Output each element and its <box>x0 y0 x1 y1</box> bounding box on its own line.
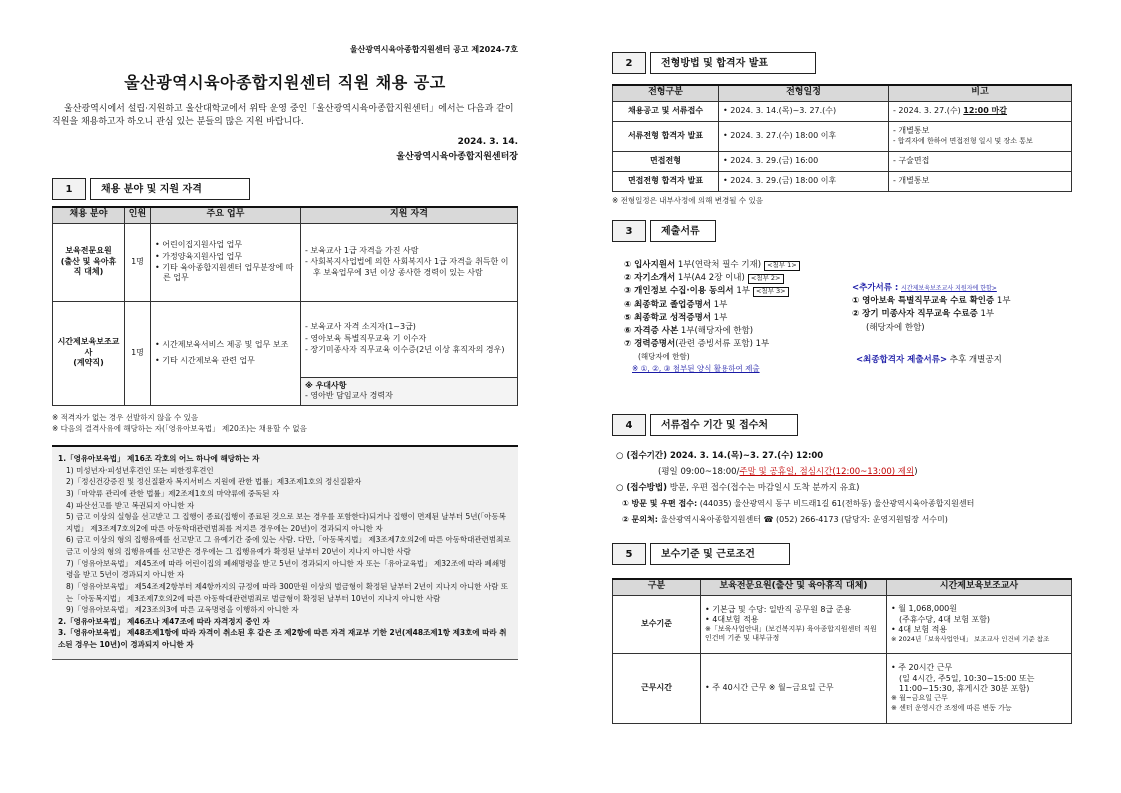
recruitment-table <box>52 206 518 406</box>
list-item: • 4대보험 적용 <box>705 614 759 624</box>
address-label: ① 방문 및 우편 접수: <box>622 499 698 509</box>
remark <box>889 101 1072 121</box>
remark-text: - 합격자에 한하여 면접전형 일시 및 장소 통보 <box>893 136 1033 145</box>
schedule-table <box>612 84 1072 192</box>
attach-note: ※ ①, ②, ③ 첨부된 양식 활용하여 제출 <box>632 363 760 373</box>
list-item: • 주 20시간 근무 <box>891 663 953 673</box>
list-item <box>624 272 800 285</box>
remark: - 개별통보 <box>889 171 1072 191</box>
table-header: 시간제보육보조교사 <box>887 579 1072 595</box>
doc-label: ① 영아보육 특별직무교육 수료 확인증 <box>852 296 995 307</box>
list-item: 3)「마약류 관리에 관한 법률」제2조제1호의 마약류에 중독된 자 <box>66 488 280 498</box>
section-5-heading <box>612 543 790 565</box>
hours-text: (평일 09:00~18:00/ <box>658 467 740 478</box>
list-item: ※ 월~금요일 근무 <box>891 694 948 703</box>
table-row <box>613 121 1072 151</box>
table-row <box>53 223 518 301</box>
method-text: 방문, 우편 접수(접수는 마감일시 도착 분까지 유효) <box>667 483 860 494</box>
list-item: - 사회복지사업법에 의한 사회복지사 1급 자격을 취득한 이후 보육업무에 3년 이상 종사한 경력이 있는 사람 <box>305 257 509 277</box>
list-item: ※ 센터 운영시간 조정에 따른 변동 가능 <box>891 703 1012 712</box>
remark <box>889 121 1072 151</box>
duties-cell <box>151 223 301 301</box>
list-item: - 보육교사 1급 자격을 가진 사람 <box>305 245 419 255</box>
doc-label: ④ 최종학교 졸업증명서 <box>624 299 712 310</box>
section-title: 전형방법 및 합격자 발표 <box>650 52 816 74</box>
table-row <box>613 595 1072 653</box>
doc-detail: 1부(해당자에 한함) <box>678 325 754 336</box>
attachment-badge: <첨부 1> <box>764 261 800 271</box>
list-item: 6) 금고 이상의 형의 집행유예를 선고받고 그 유예기간 중에 있는 사람. 다만,「아동복지법」 제3조제7호의2에 따른 아동학대관련범죄로 금고 이상의 형의 집행유예를 선고받은 경우에는 그 집행유예가 확정된 날부터 20년이 지나지 아니한 사람 <box>66 535 511 556</box>
section-title: 채용 분야 및 지원 자격 <box>90 178 250 200</box>
section-2-heading <box>612 52 816 74</box>
table-row <box>613 171 1072 191</box>
list-item: • 기타 육아종합지원센터 업무분장에 따른 업무 <box>155 263 294 283</box>
list-item: (일 4시간, 주5일, 10:30~15:00 또는 11:00~15:30, 휴게시간 30분 포함) <box>899 673 1035 694</box>
table-header: 주요 업무 <box>151 207 301 223</box>
section-title: 보수기준 및 근로조건 <box>650 543 790 565</box>
list-item: ※「보육사업안내」(보건복지부) 육아종합지원센터 직원 인건비 기준 및 내부규정 <box>705 625 877 643</box>
pay-table <box>612 578 1072 724</box>
note: ※ 적격자가 없는 경우 선발하지 않을 수 있음 <box>52 413 199 422</box>
section-3-heading <box>612 220 716 242</box>
doc-detail: 1부 <box>977 309 995 320</box>
table-header: 전형일정 <box>719 85 889 101</box>
table-row <box>53 301 518 377</box>
list-item: - 장기미종사자 직무교육 이수증(2년 이상 휴직자의 경우) <box>305 345 505 355</box>
intro-paragraph: 울산광역시에서 설립·지원하고 울산대학교에서 위탁 운영 중인「울산광역시육아종합지원센터」에서는 다음과 같이 직원을 채용하고자 하오니 관심 있는 분들의 많은 지원 바랍니다. <box>52 104 514 128</box>
row-label: 근무시간 <box>613 653 701 723</box>
headcount: 1명 <box>125 223 151 301</box>
list-item <box>624 299 800 312</box>
application-address <box>616 496 1072 511</box>
field-name: 보육전문요원 (출산 및 육아휴직 대체) <box>53 223 125 301</box>
excluded-hours: 주말 및 공휴일, 점심시간(12:00~13:00) 제외 <box>739 467 915 478</box>
table-row <box>613 653 1072 723</box>
work-cell <box>887 653 1072 723</box>
extra-heading <box>852 282 1011 295</box>
pay-cell <box>887 595 1072 653</box>
doc-detail: (관련 증빙서류 포함) 1부 <box>675 339 770 350</box>
list-item: 1) 미성년자·피성년후견인 또는 피한정후견인 <box>66 465 214 475</box>
signer: 울산광역시육아종합지원센터장 <box>396 152 518 162</box>
extra-subtitle: 시간제보육보조교사 지원자에 한함> <box>901 285 997 292</box>
address-text: (44035) 울산광역시 동구 비드래1길 61(전하동) 울산광역시육아종합지원센터 <box>697 499 975 509</box>
preference-title: ※ 우대사항 <box>305 380 347 390</box>
list-item <box>624 312 800 325</box>
schedule: • 2024. 3. 29.(금) 18:00 이후 <box>719 171 889 191</box>
reason-heading: 1.「영유아보육법」 제16조 각호의 어느 하나에 해당하는 자 <box>58 454 260 463</box>
list-item: 4) 파산선고를 받고 복권되지 아니한 자 <box>66 500 195 510</box>
application-hours <box>616 464 1072 480</box>
table-header: 구분 <box>613 579 701 595</box>
table-header: 비고 <box>889 85 1072 101</box>
reason-heading: 2.「영유아보육법」 제46조나 제47조에 따라 자격정지 중인 자 <box>58 616 270 626</box>
doc-label: ⑦ 경력증명서 <box>624 339 676 350</box>
list-item: 8)「영유아보육법」 제54조제2항부터 제4항까지의 규정에 따라 300만원 이상의 벌금형이 확정된 날부터 2년이 지나지 아니한 사람 또는「아동복지법」 제3조제7호의2에 따른 아동학대관련범죄로 벌금형이 확정된 날부터 10년이 지나지 아니한 사람 <box>66 581 509 603</box>
reason-heading: 3.「영유아보육법」 제48조제1항에 따라 자격이 취소된 후 같은 조 제2항에 따른 자격 재교부 기한 2년(제48조제1항 제3호에 따라 취소된 경우는 10년)이 경과되지 아니한 자 <box>58 628 507 649</box>
section-4-heading <box>612 414 798 436</box>
doc-detail: 1부(연락처 필수 기재) <box>675 260 762 270</box>
table-header: 보육전문요원(출산 및 육아휴직 대체) <box>701 579 887 595</box>
list-item: • 기타 시간제보육 관련 업무 <box>155 356 255 365</box>
table-header: 지원 자격 <box>301 207 518 223</box>
list-item: • 4대 보험 적용 <box>891 624 948 634</box>
list-item <box>624 338 800 351</box>
section-number: 5 <box>612 543 646 565</box>
duties-cell <box>151 301 301 405</box>
doc-label: ① 입사지원서 <box>624 260 676 270</box>
method-label: ○ (접수방법) <box>616 483 667 494</box>
section-number: 3 <box>612 220 646 242</box>
documents-list <box>624 259 800 374</box>
list-item: • 가정양육지원사업 업무 <box>155 251 243 261</box>
doc-label: ③ 개인정보 수집·이용 동의서 <box>624 286 734 297</box>
schedule-footnote: ※ 전형일정은 내부사정에 의해 변경될 수 있음 <box>612 196 763 205</box>
preference-cell <box>301 377 518 405</box>
list-item: 2)「정신건강증진 및 정신질환자 복지서비스 지원에 관한 법률」제3조제1호의 정신질환자 <box>66 477 362 487</box>
contact-info <box>616 512 1072 527</box>
list-item: 9)「영유아보육법」 제23조의3에 따른 교육명령을 이행하지 아니한 자 <box>66 605 299 615</box>
section-number: 2 <box>612 52 646 74</box>
final-detail: 추후 개별공지 <box>947 355 1002 365</box>
section-title: 제출서류 <box>650 220 716 242</box>
list-item: (주휴수당, 4대 보험 포함) <box>899 614 991 624</box>
final-documents <box>856 355 1002 366</box>
table-row <box>613 151 1072 171</box>
final-title: <최종합격자 제출서류> <box>856 355 948 365</box>
list-item <box>624 325 800 338</box>
doc-detail: 1부(A4 2장 이내) <box>675 273 745 284</box>
stage: 면접전형 <box>613 151 719 171</box>
note: ※ 다음의 결격사유에 해당하는 자(「영유아보육법」 제20조)는 채용할 수 없음 <box>52 424 307 433</box>
attachment-badge: <첨부 3> <box>753 287 789 297</box>
deadline-text: 12:00 마감 <box>963 105 1008 115</box>
remark-text: - 2024. 3. 27.(수) <box>893 105 964 115</box>
doc-detail: 1부 <box>733 286 750 297</box>
contact-text: 울산광역시육아종합지원센터 ☎ (052) 266-4173 (담당자: 운영지원팀장 서수미) <box>657 514 948 524</box>
schedule: • 2024. 3. 27.(수) 18:00 이후 <box>719 121 889 151</box>
application-method <box>616 480 1072 496</box>
list-item <box>852 308 1011 321</box>
list-item <box>624 285 800 298</box>
doc-label: ② 장기 미종사자 직무교육 수료증 <box>852 309 978 320</box>
list-item: - 영아보육 특별직무교육 기 이수자 <box>305 333 427 343</box>
doc-label: ⑥ 자격증 사본 <box>624 325 679 336</box>
stage: 채용공고 및 서류접수 <box>613 101 719 121</box>
list-item: • 월 1,068,000원 <box>891 604 957 614</box>
section-title: 서류접수 기간 및 접수처 <box>650 414 798 436</box>
list-item: ※ 2024년「보육사업안내」 보조교사 인건비 기준 참조 <box>891 635 1050 644</box>
application-info <box>616 448 1072 527</box>
section-1-heading <box>52 178 250 200</box>
doc-label: ⑤ 최종학교 성적증명서 <box>624 312 712 323</box>
list-item <box>624 259 800 272</box>
work-cell: • 주 40시간 근무 ※ 월~금요일 근무 <box>701 653 887 723</box>
table-header: 인원 <box>125 207 151 223</box>
list-item: • 어린이집지원사업 업무 <box>155 240 243 250</box>
stage: 서류전형 합격자 발표 <box>613 121 719 151</box>
pay-cell <box>701 595 887 653</box>
table-header: 채용 분야 <box>53 207 125 223</box>
doc-label: ② 자기소개서 <box>624 273 676 284</box>
list-item <box>852 295 1011 308</box>
stage: 면접전형 합격자 발표 <box>613 171 719 191</box>
list-item: 7)「영유아보육법」 제45조에 따라 어린이집의 폐쇄명령을 받고 5년이 경과되지 아니한 자 또는「유아교육법」 제32조에 따라 폐쇄명령을 받고 5년이 경과되지 아니한 자 <box>66 558 507 580</box>
list-item: 5) 금고 이상의 실형을 선고받고 그 집행이 종료(집행이 종료된 것으로 보는 경우를 포함한다)되거나 집행이 면제된 날부터 5년(「아동복지법」 제3조제7호의2에 따른 아동학대관련범죄를 저지른 경우에는 20년)이 경과되지 아니한 자 <box>66 512 506 533</box>
extra-title: <추가서류 : <box>852 283 899 293</box>
additional-documents <box>852 282 1011 335</box>
preference-text: - 영아반 담임교사 경력자 <box>305 391 393 400</box>
schedule: • 2024. 3. 14.(목)~3. 27.(수) <box>719 101 889 121</box>
section-number: 4 <box>612 414 646 436</box>
qualifications-cell <box>301 301 518 377</box>
notice-number: 울산광역시육아종합지원센터 공고 제2024-7호 <box>349 45 518 54</box>
doc-detail: 1부 <box>994 296 1011 307</box>
section-number: 1 <box>52 178 86 200</box>
doc-detail: 1부 <box>711 312 728 323</box>
page-title: 울산광역시육아종합지원센터 직원 채용 공고 <box>124 73 446 92</box>
notice-date: 2024. 3. 14. <box>457 137 518 147</box>
doc-sub: (해당자에 한함) <box>866 322 925 333</box>
field-name: 시간제보육보조교사 (계약직) <box>53 301 125 405</box>
list-item: • 시간제보육서비스 제공 및 업무 보조 <box>155 339 289 349</box>
attachment-badge: <첨부 2> <box>748 274 784 284</box>
list-item: • 기본급 및 수당: 일반직 공무원 8급 준용 <box>705 604 852 614</box>
list-item: - 보육교사 자격 소지자(1~3급) <box>305 322 416 332</box>
contact-label: ② 문의처: <box>622 514 658 524</box>
row-label: 보수기준 <box>613 595 701 653</box>
hours-text: ) <box>914 467 918 478</box>
disqualification-box <box>52 445 518 660</box>
remark: - 구술면접 <box>889 151 1072 171</box>
table-row <box>613 101 1072 121</box>
table-header: 전형구분 <box>613 85 719 101</box>
schedule: • 2024. 3. 29.(금) 16:00 <box>719 151 889 171</box>
application-period: ○ (접수기간) 2024. 3. 14.(목)~3. 27.(수) 12:00 <box>616 451 824 461</box>
doc-detail: 1부 <box>711 299 728 310</box>
qualifications-cell <box>301 223 518 301</box>
remark-text: - 개별통보 <box>893 126 930 136</box>
doc-sub: (해당자에 한함) <box>638 352 690 362</box>
headcount: 1명 <box>125 301 151 405</box>
